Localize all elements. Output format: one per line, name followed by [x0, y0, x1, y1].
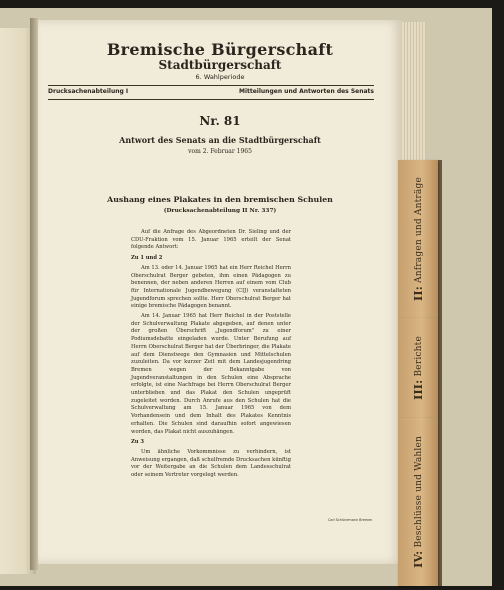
subject-title: Aushang eines Plakates in den bremischen Schulen: [107, 195, 333, 204]
document-date: vom 2. Februar 1965: [188, 148, 252, 155]
register-tab-berichte[interactable]: [398, 318, 438, 418]
document-heading: Antwort des Senats an die Stadtbürgerschaft: [119, 135, 321, 145]
printer-imprint: Carl Schünemann Bremen: [328, 518, 373, 522]
header-rule-top: [48, 85, 374, 86]
section1-paragraph-1: Am 13. oder 14. Januar 1965 hat ein Herr Reichel Herrn Oberschulrat Berger gebeten, ihm einen Pädagogen zu benennen, der neben anderen Herren auf einem vom Club für Internationale Jugendbewegung (CIJ) veranstalteten Jugendforum sprechen sollte. Herr Oberschulrat Berger hat einige bremische Pädagogen benannt.: [131, 264, 291, 310]
section2-paragraph-1: Um ähnliche Vorkommnisse zu verhindern, ist Anweisung ergangen, daß schulfremde Drucksachen künftig vor der Weitergabe an die Schulen dem Landesschulrat oder seinem Vertreter vorgelegt werden.: [131, 448, 291, 479]
masthead-period: 6. Wahlperiode: [195, 73, 245, 81]
register-tab-anfragen[interactable]: [398, 160, 438, 318]
masthead-subtitle: Stadtbürgerschaft: [158, 58, 282, 72]
register-tab-beschluesse[interactable]: [398, 418, 438, 586]
tab-label-beschluesse: IV: Beschlüsse und Wahlen: [411, 436, 425, 568]
tab-label-berichte: III: Berichte: [411, 336, 425, 400]
intro-paragraph: Auf die Anfrage des Abgeordneten Dr. Sieling und der CDU-Fraktion vom 15. Januar 1965 erteilt der Senat folgende Antwort:: [131, 229, 291, 251]
subject-reference: (Drucksachenabteilung II Nr. 337): [163, 208, 277, 214]
masthead-title: Bremische Bürgerschaft: [106, 40, 334, 59]
section-label-1: Zu 1 und 2: [131, 255, 163, 262]
document-number: Nr. 81: [199, 114, 241, 128]
section-label-2: Zu 3: [131, 439, 144, 446]
tab-label-anfragen: II: Anfragen und Anträge: [411, 177, 425, 301]
department-left: Drucksachenabteilung I: [48, 88, 129, 95]
answer-body: [131, 229, 291, 482]
department-line: [48, 88, 374, 95]
section1-paragraph-2: Am 14. Januar 1965 hat Herr Reichel in der Poststelle der Schulverwaltung Plakate abgegeben, auf denen unter der großen Überschrift „Jugendforum" zu einer Podiumsdebatte eingeladen wurde. Unter Berufung auf Herrn Oberschulrat Berger hat der Überbringer, die Plakate auf dem Dienstwege den Gymnasien und Mittelschulen zuzuleiten. Da vor kurzer Zeit mit dem Landesjugendring Bremen wegen der Bekanntgabe von Jugendveranstaltungen in den Schulen eine Absprache erfolgte, ist eine Nachfrage bei Herrn Oberschulrat Berger unterblieben und das Plakat den Schulen ungeprüft zugeleitet worden. Durch Anrufe aus den Schulen hat die Schulverwaltung am 15. Januar 1965 von dem Vorhandensein und dem Inhalt des Plakates Kenntnis erhalten. Die Schulen sind daraufhin sofort angewiesen worden, das Plakat nicht auszuhängen.: [131, 313, 291, 435]
department-right: Mitteilungen und Antworten des Senats: [238, 88, 374, 95]
header-rule-bottom: [48, 99, 374, 100]
